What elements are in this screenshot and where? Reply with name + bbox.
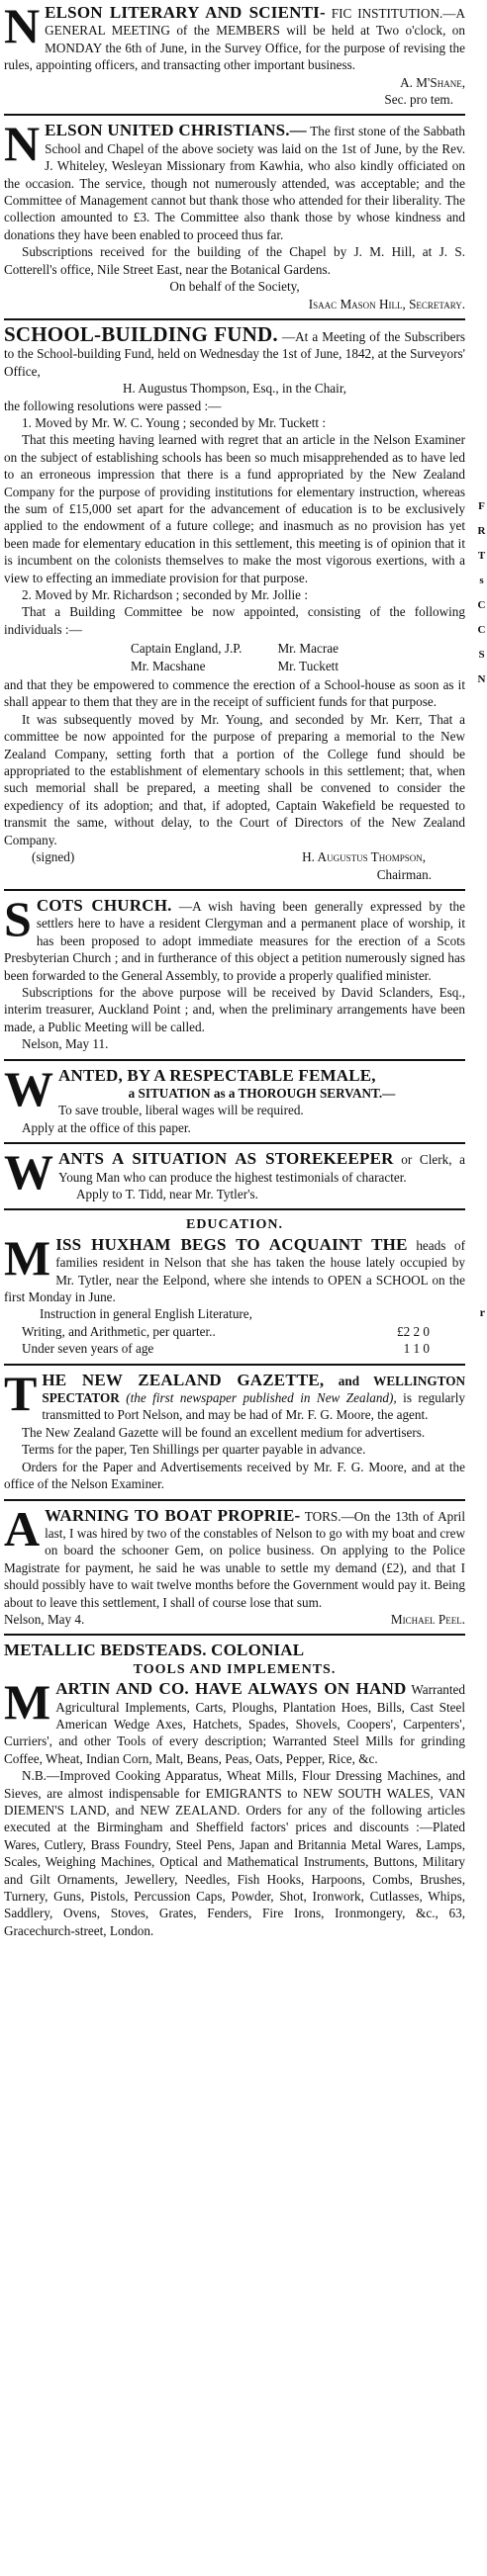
ad-body: or Clerk, a Young Man who can produce the highest testimonials of character. bbox=[58, 1152, 466, 1185]
divider bbox=[4, 1208, 465, 1210]
drop-cap: W bbox=[4, 1060, 53, 1116]
ad-line2: a SITUATION as a THOROUGH SERVANT.— bbox=[128, 1085, 396, 1101]
ad-intro: —At a Meeting of the Subscribers to the School-building Fund, held on Wednesday the 1st of June, 1842, at the Surveyors' Office, bbox=[4, 328, 465, 379]
ad-heading: COTS CHURCH. bbox=[36, 895, 172, 915]
ad-body: TORS.—On the 13th of April last, I was hired by two of the constables of Nelson to go with my boat and crew on board the schooner Gem, on police business. On applying to the Police Magistrate for payment, he said he was unable to settle my demand (£2), and that I should possibly have to wait twelve months before the Government would pay it. Being about to leave this settlement, I shall of course lose that sum. bbox=[4, 1508, 465, 1610]
ad-chair: H. Augustus Thompson, Esq., in the Chair, bbox=[123, 381, 346, 397]
ad-p4: Orders for the Paper and Advertisements received by Mr. F. G. Moore, and at the office of the Nelson Examiner. bbox=[4, 1459, 465, 1492]
ad-wants-situation bbox=[4, 1144, 466, 1202]
ad-heading: HE NEW ZEALAND GAZETTE, bbox=[42, 1370, 325, 1389]
ad-body: —A wish having been generally expressed by the settlers here to have a resident Clergyman and a permanent place of worship, it has been proposed to adopt immediate measures for the erection of a Scots Presbyterian Church ; and in furtherance of this object a petition numerously signed has been forwarded to the General Assembly, to provide a properly qualified minister. bbox=[4, 898, 466, 983]
tuition-row bbox=[22, 1340, 465, 1357]
ad-school-building bbox=[4, 321, 465, 883]
committee-member: Captain England, J.P. bbox=[130, 641, 243, 657]
ad-heading: SCHOOL-BUILDING FUND. bbox=[4, 321, 278, 346]
ad-nelson-literary bbox=[4, 0, 466, 108]
margin-letter: N bbox=[477, 673, 486, 685]
ad-subheading: TOOLS AND IMPLEMENTS. bbox=[133, 1661, 337, 1677]
ad-education bbox=[4, 1216, 465, 1357]
ad-heading-2: ARTIN AND CO. HAVE ALWAYS ON HAND bbox=[55, 1679, 407, 1699]
ad-nb: N.B.—Improved Cooking Apparatus, Wheat Mills, Flour Dressing Machines, and Sieves, are almost indispensable for EMIGRANTS to NEW SOUTH WALES, VAN DIEMEN'S LAND, and NEW ZEALAND. Orders for any of the following articles executed at the Birmingham and Sheffield factors' prices and discounts :—Plated Wares, Cutlery, Brass Foundry, Steel Pens, Japan and Britannia Metal Wares, Lamps, Scales, Weighing Machines, Optical and Mathematical Instruments, Buttons, Military and Gilt Ornaments, Jewellery, Needles, Fish Hooks, Harpoons, Combs, Brushes, Turnery, Guns, Pistols, Percussion Caps, Powder, Shot, Ironwork, Cutlasses, Whips, Saddlery, Ovens, Stoves, Grates, Fenders, Fire Irons, Ironmongery, &c., 63, Gracechurch-street, London. bbox=[4, 1768, 465, 1938]
advertisement-column bbox=[4, 0, 466, 1939]
ad-p3: Terms for the paper, Ten Shillings per quarter payable in advance. bbox=[22, 1442, 366, 1458]
tuition-label: Under seven years of age bbox=[22, 1341, 154, 1357]
ad-apply: Apply to T. Tidd, near Mr. Tytler's. bbox=[76, 1187, 258, 1201]
tuition-line-1: Instruction in general English Literature, bbox=[40, 1306, 252, 1322]
resolution-2-head: 2. Moved by Mr. Richardson ; seconded by Mr. Jollie : bbox=[22, 587, 308, 602]
committee-member: Mr. Tuckett bbox=[277, 658, 339, 673]
ad-line2-italic: (the first newspaper published in New Zealand), bbox=[126, 1390, 397, 1406]
divider bbox=[4, 889, 465, 891]
divider bbox=[4, 1634, 465, 1636]
resolution-2-body: That a Building Committee be now appointed, consisting of the following individuals :— bbox=[4, 604, 465, 637]
ad-subheading: EDUCATION. bbox=[185, 1217, 284, 1233]
ad-heading: ANTED, BY A RESPECTABLE FEMALE, bbox=[58, 1065, 376, 1085]
drop-cap: M bbox=[4, 1674, 51, 1731]
ad-body: heads of families resident in Nelson that she has taken the house lately occupied by Mr. Tytler, near the Eelpond, where she intends to OPEN a SCHOOL on the first Monday in June. bbox=[4, 1237, 466, 1305]
ad-line2: and WELLINGTON SPECTATOR bbox=[42, 1373, 465, 1406]
margin-letter: T bbox=[477, 550, 486, 562]
ad-p2: The New Zealand Gazette will be found an excellent medium for advertisers. bbox=[22, 1424, 426, 1440]
divider bbox=[4, 1059, 465, 1061]
ad-dateline: Nelson, May 11. bbox=[22, 1036, 109, 1052]
tuition-amount: 1 1 0 bbox=[403, 1341, 430, 1357]
ad-wanted-female bbox=[4, 1060, 465, 1137]
margin-letter: s bbox=[479, 575, 484, 586]
ad-body: To save trouble, liberal wages will be required. bbox=[58, 1103, 304, 1118]
ad-bedsteads bbox=[4, 1642, 465, 1939]
resolution-3: It was subsequently moved by Mr. Young, and seconded by Mr. Kerr, That a committee be now appointed for the purpose of preparing a memorial to the New Zealand Company, setting forth that a portion of the College fund should be appropriated to the establishment of elementary schools in this settlement; that, when such memorial shall be prepared, a meeting shall be convened to consider the expediency of its adoption; and that, if adopted, Captain Wakefield be requested to transmit the same, without delay, to the Court of Directors of the New Zealand Company. bbox=[4, 711, 465, 847]
ad-subscriptions: Subscriptions received for the building of the Chapel by J. M. Hill, at J. S. Cotterell's office, Nile Street East, near the Botanical Gardens. bbox=[4, 244, 465, 277]
resolution-1-body: That this meeting having learned with regret that an article in the Nelson Examiner on the subject of establishing schools has been so much misapprehended as to have led to an erroneous impression that there is a fund appropriated by the New Zealand Company for the purpose of providing institutions for elementary instruction, whereas the sum of £15,000 set apart for the advancement of education is to be exclusively applied to the endowment of a future college; and inasmuch as no provision has yet been made for elementary education in this settlement, this meeting is of opinion that it is incumbent on the colonists themselves to make the most vigorous exertions, with a view to effecting an immediate provision for that purpose. bbox=[4, 432, 465, 585]
margin-letter: C bbox=[477, 624, 486, 636]
signatory-title: Chairman. bbox=[376, 866, 432, 882]
ad-passed: the following resolutions were passed :— bbox=[4, 398, 222, 413]
divider bbox=[4, 1364, 465, 1366]
margin-letter: F bbox=[478, 500, 485, 512]
committee-member: Mr. Macshane bbox=[130, 658, 206, 673]
divider bbox=[4, 1142, 465, 1144]
drop-cap: A bbox=[4, 1500, 41, 1556]
drop-cap: T bbox=[4, 1365, 38, 1421]
ad-gazette bbox=[4, 1365, 465, 1493]
drop-cap: N bbox=[4, 116, 41, 172]
ad-heading: ANTS A SITUATION AS STOREKEEPER bbox=[58, 1149, 394, 1169]
ad-body: Warranted Agricultural Implements, Carts, Ploughs, Plantation Hoes, Bills, Cast Steel American Wedge Axes, Hatchets, Spades, Shovels, Coopers', Carpenters', Curriers', and other Tools of every description; Warranted Steel Mills for grinding Coffee, Wheat, Indian Corn, Malt, Beans, Peas, Oats, Pepper, Rice, &c. bbox=[4, 1682, 466, 1766]
drop-cap: S bbox=[4, 890, 32, 946]
signatory-title: Sec. pro tem. bbox=[384, 92, 453, 108]
signatory: H. Augustus Thompson, bbox=[302, 849, 426, 865]
resolution-1-head: 1. Moved by Mr. W. C. Young ; seconded by Mr. Tuckett : bbox=[22, 414, 327, 430]
margin-letter: S bbox=[478, 649, 485, 661]
ad-body: The first stone of the Sabbath School and Chapel of the above society was laid on the 1st of June, by the Rev. J. Whiteley, Wesleyan Missionary from Kawhia, who also kindly officiated on the occasion. The service, though not numerously attended, was acceptable; and the Committee of Management cannot but thank those who attended for their liberality. The collection amounted to £3. The Committee also thank those by whose kindness and donations they have been enabled to proceed thus far. bbox=[4, 124, 465, 242]
tuition-row bbox=[22, 1323, 465, 1340]
signatory: A. M'Shane, bbox=[400, 74, 465, 90]
ad-nelson-christians bbox=[4, 116, 465, 311]
drop-cap: N bbox=[4, 0, 41, 53]
signature-row bbox=[4, 848, 465, 865]
ad-heading: ELSON LITERARY AND SCIENTI- bbox=[45, 3, 326, 22]
committee-right bbox=[277, 640, 339, 674]
ad-body: is regularly transmitted to Port Nelson, and may be had of Mr. F. G. Moore, the agent. bbox=[42, 1390, 465, 1423]
signed-label: (signed) bbox=[32, 849, 75, 865]
ad-heading: WARNING TO BOAT PROPRIE- bbox=[45, 1505, 301, 1525]
signatory: Isaac Mason Hill, Secretary. bbox=[308, 296, 465, 311]
ad-dateline: Nelson, May 4. bbox=[4, 1611, 85, 1627]
ad-behalf: On behalf of the Society, bbox=[169, 279, 300, 295]
tuition-label: Writing, and Arithmetic, per quarter.. bbox=[22, 1323, 216, 1339]
ad-body: FIC INSTITUTION.—A GENERAL MEETING of the MEMBERS will be held at Two o'clock, on MONDAY the 6th of June, in the Survey Office, for the purpose of revising the rules, appointing officers, and transacting other important business. bbox=[4, 6, 466, 73]
ad-heading: ISS HUXHAM BEGS TO ACQUAINT THE bbox=[55, 1234, 408, 1254]
divider bbox=[4, 114, 465, 116]
committee-left bbox=[131, 640, 242, 674]
stray-mark: r bbox=[479, 1305, 485, 1319]
divider bbox=[4, 1499, 465, 1501]
committee-list bbox=[4, 640, 465, 674]
signatory: Michael Peel. bbox=[390, 1611, 465, 1627]
tuition-amount: £2 2 0 bbox=[397, 1323, 430, 1339]
ad-apply: Apply at the office of this paper. bbox=[22, 1119, 191, 1135]
committee-member: Mr. Macrae bbox=[277, 641, 339, 657]
ad-heading: ELSON UNITED CHRISTIANS.— bbox=[45, 121, 307, 140]
ad-scots-church bbox=[4, 890, 466, 1053]
margin-letter: R bbox=[477, 525, 486, 537]
drop-cap: M bbox=[4, 1229, 51, 1286]
ad-boat-warning bbox=[4, 1500, 465, 1629]
resolution-2-after: and that they be empowered to commence the erection of a School-house as soon as it shall appear to them that they are in the receipt of sufficient funds for that purpose. bbox=[4, 677, 465, 710]
drop-cap: W bbox=[4, 1144, 53, 1200]
signature-row bbox=[4, 1611, 465, 1628]
ad-subscriptions: Subscriptions for the above purpose will be received by David Sclanders, Esq., interim treasurer, Auckland Point ; and, when the preliminary arrangements have been made, a Public Meeting will be called. bbox=[4, 984, 465, 1034]
divider bbox=[4, 318, 465, 320]
adjacent-column-fragment bbox=[476, 494, 487, 890]
margin-letter: C bbox=[477, 599, 486, 611]
ad-heading: METALLIC BEDSTEADS. COLONIAL bbox=[4, 1641, 305, 1660]
